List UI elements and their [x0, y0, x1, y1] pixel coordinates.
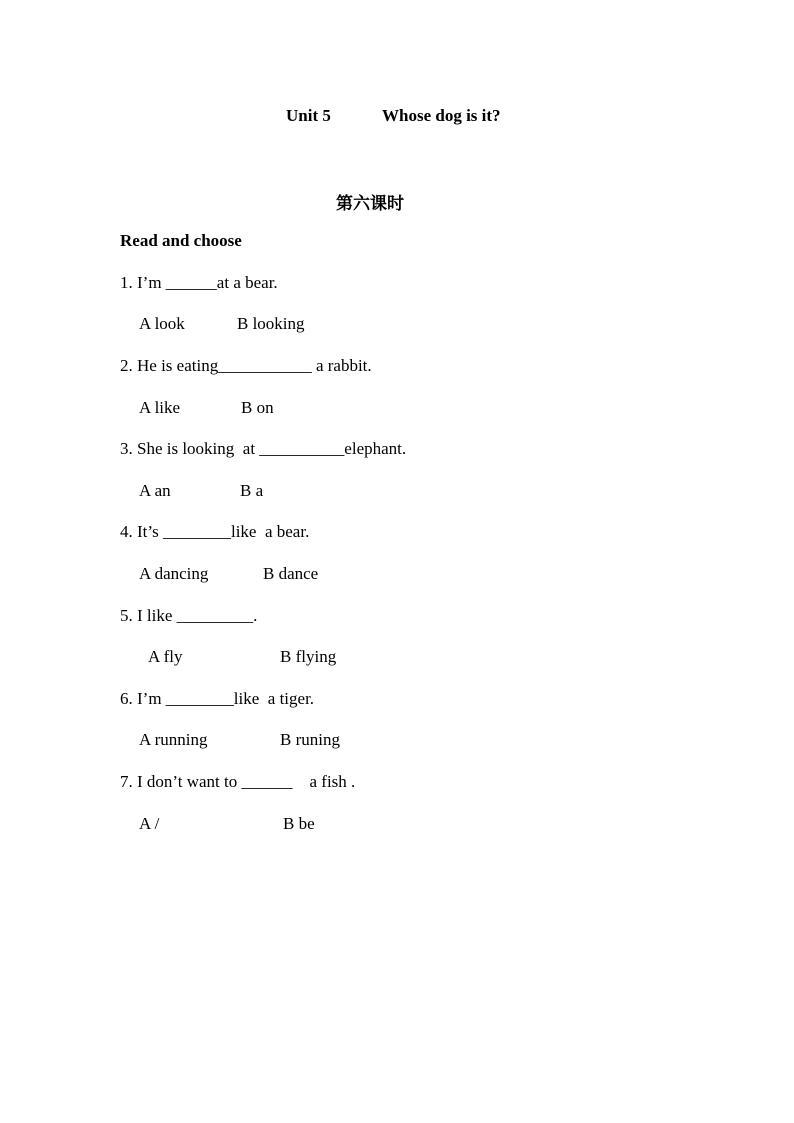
option-a: A fly: [148, 647, 183, 666]
option-b: B looking: [237, 314, 305, 333]
option-a: A an: [139, 481, 171, 500]
question-3: 3. She is looking at __________elephant.: [120, 439, 407, 458]
section-heading: Read and choose: [120, 231, 242, 250]
option-a: A running: [139, 730, 208, 749]
question-5-options: [148, 647, 388, 669]
question-1: 1. I’m ______at a bear.: [120, 273, 278, 292]
question-4-options: [139, 564, 379, 586]
option-b: B a: [240, 481, 264, 500]
question-6: 6. I’m ________like a tiger.: [120, 689, 315, 708]
option-a: A look: [139, 314, 185, 333]
option-b: B runing: [280, 730, 340, 749]
page-title: [286, 106, 501, 126]
question-7-options: [139, 814, 379, 836]
option-a: A /: [139, 814, 160, 833]
option-a: A dancing: [139, 564, 209, 583]
question-5: 5. I like _________.: [120, 606, 258, 625]
option-b: B be: [283, 814, 315, 833]
question-2-options: [139, 398, 379, 420]
unit-title: Whose dog is it?: [382, 106, 501, 125]
option-b: B on: [241, 398, 274, 417]
question-6-options: [139, 730, 379, 752]
question-7: 7. I don’t want to ______ a fish .: [120, 772, 356, 791]
question-2: 2. He is eating___________ a rabbit.: [120, 356, 372, 375]
question-1-options: [139, 314, 379, 336]
unit-label: Unit 5: [286, 106, 331, 125]
option-b: B dance: [263, 564, 319, 583]
lesson-label: 第六课时: [336, 194, 404, 214]
option-b: B flying: [280, 647, 337, 666]
question-3-options: [139, 481, 379, 503]
question-4: 4. It’s ________like a bear.: [120, 522, 310, 541]
option-a: A like: [139, 398, 181, 417]
